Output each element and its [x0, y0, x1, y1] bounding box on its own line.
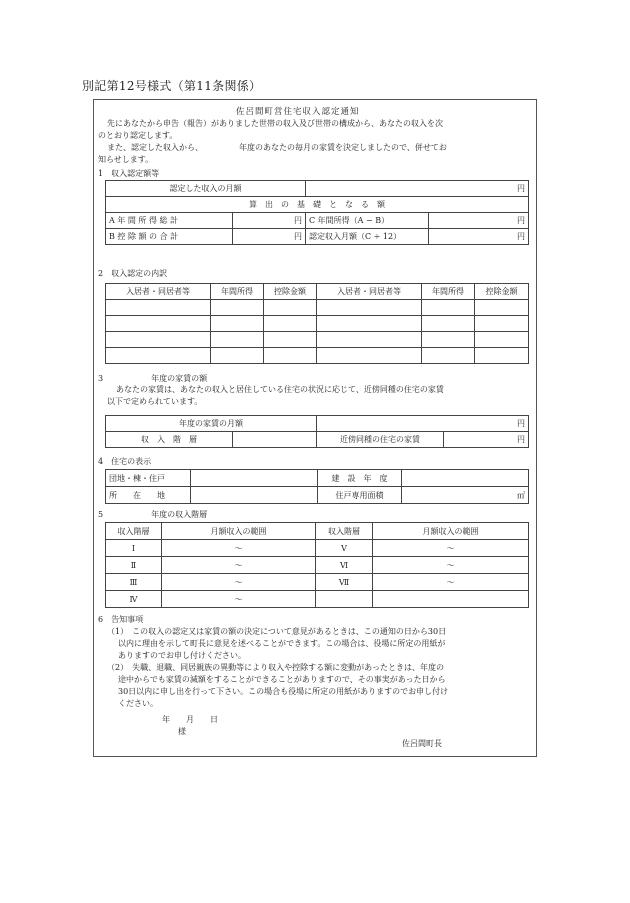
notice-2-line-2: 途中からでも家賃の減額をすることができることがありますので、その事実があった日から: [118, 675, 446, 684]
breakdown-cell: [475, 316, 529, 332]
issue-date: 年 月 日: [162, 715, 218, 724]
recognized-monthly-label: 認定した収入の月額: [106, 181, 306, 197]
section1-heading: 1 収入認定額等: [98, 169, 160, 178]
breakdown-cell: [317, 348, 422, 364]
range-cell: 〜: [373, 574, 529, 591]
range-cell: 〜: [162, 591, 316, 608]
breakdown-cell: [211, 316, 264, 332]
notice-1-line-2: 以内に理由を示して町長に意見を述べることができます。この場合は、役場に所定の用紙が: [118, 639, 446, 648]
breakdown-cell: [475, 348, 529, 364]
breakdown-cell: [106, 332, 211, 348]
section3-para-1: あなたの家賃は、あなたの収入と居住している住宅の状況に応じて、近傍同種の住宅の家賃: [116, 385, 444, 394]
tier-header: 収入階層: [316, 523, 373, 540]
recognized-monthly-value: 円: [306, 181, 529, 197]
calc-basis-header: 算 出 の 基 礎 と な る 額: [106, 197, 529, 213]
breakdown-cell: [106, 300, 211, 316]
income-tier-label: 収 入 階 層: [106, 432, 233, 448]
document-title: 佐呂間町営住宅収入認定通知: [236, 107, 360, 117]
monthly-rent-value: 円: [317, 416, 529, 432]
breakdown-cell: [475, 332, 529, 348]
section3-heading: 3 年度の家賃の額: [98, 374, 208, 383]
intro-line-4: 知らせします。: [98, 155, 154, 164]
annual-income-net-label: C 年間所得（A − B）: [306, 213, 429, 229]
notice-2-line-1: （2） 失職、退職、同居親族の異動等により収入や控除する額に変動があったときは、年度の: [107, 663, 445, 672]
intro-line-3: また、認定した収入から、 年度のあなたの毎月の家賃を決定しましたので、併せてお: [107, 143, 447, 152]
breakdown-cell: [475, 300, 529, 316]
form-caption: 別記第12号様式（第11条関係）: [82, 79, 262, 93]
notice-2-line-3: 30日以内に申し出を行って下さい。この場合も役場に所定の用紙がありますのでお申し付け: [118, 687, 449, 696]
range-header: 月額収入の範囲: [373, 523, 529, 540]
tier-cell: [316, 591, 373, 608]
annual-income-total-value: 円: [233, 213, 306, 229]
breakdown-cell: [264, 316, 317, 332]
breakdown-cell: [422, 300, 475, 316]
nearby-rent-label: 近傍同種の住宅の家賃: [317, 432, 444, 448]
tier-cell: Ⅰ: [106, 540, 162, 557]
breakdown-cell: [211, 332, 264, 348]
issuer-name: 佐呂間町長: [402, 739, 442, 748]
tier-cell: Ⅳ: [106, 591, 162, 608]
breakdown-cell: [106, 316, 211, 332]
breakdown-cell: [422, 348, 475, 364]
nearby-rent-value: 円: [444, 432, 529, 448]
recognized-monthly-income-label: 認定収入月額（C ÷ 12）: [306, 229, 429, 245]
breakdown-cell: [317, 300, 422, 316]
range-cell: 〜: [373, 557, 529, 574]
rent-table: [105, 415, 529, 448]
section3-para-2: 以下で定められています。: [107, 397, 203, 406]
breakdown-cell: [422, 316, 475, 332]
deduction-total-label: B 控 除 額 の 合 計: [106, 229, 233, 245]
breakdown-cell: [317, 316, 422, 332]
breakdown-header: 控除金額: [264, 284, 317, 300]
floor-area-value: ㎡: [402, 487, 529, 504]
breakdown-cell: [264, 300, 317, 316]
breakdown-cell: [422, 332, 475, 348]
address-value: [191, 487, 318, 504]
annual-income-net-value: 円: [429, 213, 529, 229]
notice-1-line-1: （1） この収入の認定又は家賃の額の決定について意見があるときは、この通知の日から30日: [107, 627, 447, 636]
section6-heading: 6 告知事項: [98, 615, 144, 624]
breakdown-cell: [211, 348, 264, 364]
section2-heading: 2 収入認定の内訳: [98, 269, 168, 278]
section5-heading: 5 年度の収入階層: [98, 510, 208, 519]
housing-table: [105, 469, 529, 504]
annual-income-total-label: A 年 間 所 得 総 計: [106, 213, 233, 229]
tier-cell: Ⅶ: [316, 574, 373, 591]
notice-2-line-4: ください。: [118, 699, 158, 708]
built-year-value: [402, 470, 529, 487]
range-cell: 〜: [162, 557, 316, 574]
breakdown-cell: [106, 348, 211, 364]
income-tier-value: [233, 432, 317, 448]
floor-area-label: 住戸専用面積: [318, 487, 402, 504]
breakdown-header: 年間所得: [422, 284, 475, 300]
intro-line-1: 先にあなたから申告（報告）がありました世帯の収入及び世帯の構成から、あなたの収入を次: [107, 119, 443, 128]
breakdown-header: 入居者・同居者等: [317, 284, 422, 300]
breakdown-cell: [211, 300, 264, 316]
monthly-rent-label: 年度の家賃の月額: [106, 416, 317, 432]
tier-cell: Ⅵ: [316, 557, 373, 574]
income-breakdown-table: [105, 283, 529, 364]
addressee-suffix: 様: [178, 727, 186, 736]
deduction-total-value: 円: [233, 229, 306, 245]
breakdown-header: 入居者・同居者等: [106, 284, 211, 300]
range-cell: 〜: [162, 574, 316, 591]
recognized-monthly-income-value: 円: [429, 229, 529, 245]
tier-cell: Ⅱ: [106, 557, 162, 574]
range-header: 月額収入の範囲: [162, 523, 316, 540]
breakdown-header: 年間所得: [211, 284, 264, 300]
tier-header: 収入階層: [106, 523, 162, 540]
breakdown-header: 控除金額: [475, 284, 529, 300]
complex-label: 団地・棟・住戸: [106, 470, 191, 487]
income-summary-table: [105, 180, 529, 245]
income-tier-table: [105, 522, 529, 608]
range-cell: 〜: [162, 540, 316, 557]
complex-value: [191, 470, 318, 487]
notice-1-line-3: ありますのでお申し付けください。: [118, 651, 246, 660]
address-label: 所 在 地: [106, 487, 191, 504]
breakdown-cell: [264, 332, 317, 348]
breakdown-cell: [317, 332, 422, 348]
range-cell: 〜: [373, 540, 529, 557]
section4-heading: 4 住宅の表示: [98, 457, 152, 466]
tier-cell: Ⅲ: [106, 574, 162, 591]
range-cell: [373, 591, 529, 608]
tier-cell: Ⅴ: [316, 540, 373, 557]
built-year-label: 建 設 年 度: [318, 470, 402, 487]
intro-line-2: のとおり認定します。: [98, 131, 178, 140]
breakdown-cell: [264, 348, 317, 364]
